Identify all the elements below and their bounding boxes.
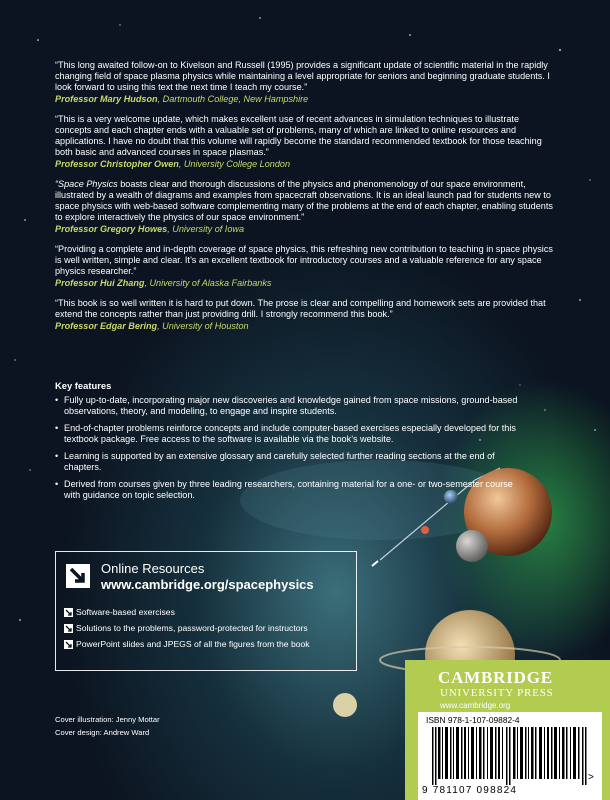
key-features-heading: Key features: [55, 380, 112, 391]
review-list: [55, 60, 555, 341]
feature-item: • Fully up-to-date, incorporating major new discoveries and knowledge gained from space missions, ground-based observations, theory, and modeling, to engage and inspire students.: [55, 395, 525, 417]
publisher-block: [405, 660, 610, 800]
book-title: “Space Physics: [55, 179, 118, 189]
review-attribution: [55, 277, 555, 289]
reviewer-name: Professor Hui Zhang: [55, 278, 145, 288]
reviewer-affiliation: , University of Alaska Fairbanks: [144, 278, 272, 288]
barcode-digits: 9 781107 098824: [422, 785, 518, 796]
resource-item: [64, 639, 310, 650]
review-quote-text: boasts clear and thorough discussions of the physics and phenomenology of our space environment, illustrated by a wealth of diagrams and examples from spacecraft observations. It is an ideal launch pad for students new to space physics with web-based software complementing many of the problems at the end of each chapter, enabling students to explore interactively the physics of our space environment.”: [55, 179, 553, 222]
arrow-icon: [66, 564, 90, 588]
arrow-square-icon: [64, 640, 73, 649]
reviewer-affiliation: , University of Iowa: [167, 224, 245, 234]
review: [55, 60, 555, 105]
online-resources-url[interactable]: www.cambridge.org/spacephysics: [101, 577, 314, 592]
reviewer-name: Professor Mary Hudson: [55, 94, 158, 104]
online-resources-title: Online Resources: [101, 561, 205, 576]
resource-item-label: Solutions to the problems, password-protected for instructors: [76, 623, 308, 633]
key-features: [55, 380, 525, 507]
publisher-website: www.cambridge.org: [440, 701, 511, 710]
feature-item: • Derived from courses given by three leading researchers, containing material for a one- or two-semester course with guidance on topic selection.: [55, 479, 525, 501]
publisher-subname: UNIVERSITY PRESS: [440, 687, 554, 699]
review-attribution: [55, 158, 555, 170]
review: [55, 298, 555, 332]
review: [55, 114, 555, 170]
publisher-name: CAMBRIDGE: [438, 668, 553, 687]
isbn: ISBN 978-1-107-09882-4: [426, 715, 520, 725]
barcode: [432, 727, 588, 785]
resource-item-label: Software-based exercises: [76, 607, 175, 617]
online-resources-box: [55, 551, 357, 671]
review-quote: “This book is so well written it is hard to put down. The prose is clear and compelling and homework sets are provided that extend the concepts rather than just providing drill. I strongly recommend this book.”: [55, 298, 546, 319]
reviewer-affiliation: , Dartmouth College, New Hampshire: [157, 94, 309, 104]
resource-item: [64, 607, 310, 618]
reviewer-name: Professor Gregory Howes: [55, 224, 168, 234]
reviewer-name: Professor Edgar Bering: [55, 321, 158, 331]
review-attribution: [55, 223, 555, 235]
arrow-square-icon: [64, 624, 73, 633]
review-quote: “This is a very welcome update, which makes excellent use of recent advances in simulation techniques to illustrate concepts and each chapter ends with a valuable set of problems, many of which are linked to online resources and applications. I have no doubt that this volume will rapidly become the standard recommended textbook for those teaching both basic and advanced courses in space plasmas.”: [55, 114, 542, 157]
feature-item: • End-of-chapter problems reinforce concepts and include computer-based exercises especially developed for this textbook package. Free access to the software is available via the book’s website.: [55, 423, 525, 445]
reviewer-affiliation: , University College London: [178, 159, 291, 169]
online-resources-list: [64, 607, 310, 655]
review: [55, 244, 555, 289]
arrow-square-icon: [64, 608, 73, 617]
cover-credits: [55, 713, 160, 739]
resource-item-label: PowerPoint slides and JPEGS of all the figures from the book: [76, 639, 310, 649]
cover-illustration-credit: Cover illustration: Jenny Mottar: [55, 715, 160, 724]
barcode-panel: [418, 712, 602, 800]
resource-item: [64, 623, 310, 634]
reviewer-affiliation: , University of Houston: [157, 321, 249, 331]
review-quote: “Providing a complete and in-depth coverage of space physics, this refreshing new contribution to teaching in space physics is well written, simple and clear. It’s an excellent textbook for introductory courses and a valuable reference for any space physics researcher.”: [55, 244, 553, 276]
feature-item: • Learning is supported by an extensive glossary and carefully selected further reading sections at the end of chapters.: [55, 451, 525, 473]
review: [55, 179, 555, 235]
reviewer-name: Professor Christopher Owen: [55, 159, 179, 169]
review-quote: “This long awaited follow-on to Kivelson and Russell (1995) provides a significant update of scientific material in the rapidly changing field of space plasma physics while maintaining a level appropriate for seniors and beginning graduate students. I look forward to using this text the next time I teach my course.”: [55, 60, 550, 92]
review-attribution: [55, 320, 555, 332]
cover-design-credit: Cover design: Andrew Ward: [55, 728, 150, 737]
barcode-quiet-zone-marker: >: [588, 772, 594, 783]
review-quote: [55, 179, 555, 223]
review-attribution: [55, 93, 555, 105]
key-features-list: [55, 395, 525, 501]
